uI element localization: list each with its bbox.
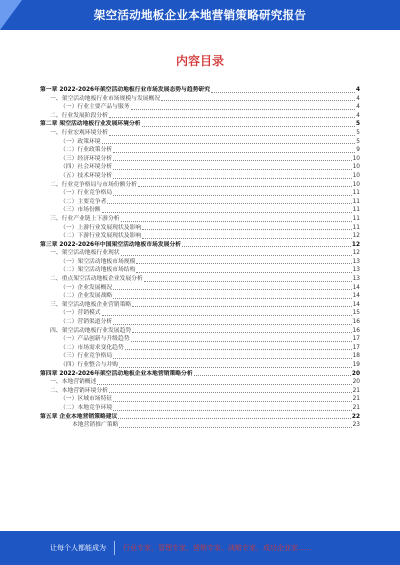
toc-entry-page: 5 [356, 129, 360, 136]
toc-entry[interactable] [40, 327, 360, 336]
toc-entry-label: 第四章 2022-2026年架空活动地板企业本地营销策略分析 [40, 370, 193, 377]
toc-leader-dots [142, 237, 351, 239]
toc-entry-label: 三、架空活动地板企业营销策略 [50, 301, 132, 308]
toc-entry[interactable] [40, 344, 360, 353]
toc-entry-label: 三、行业产业链上下游分析 [50, 215, 120, 222]
toc-entry-page: 13 [352, 276, 360, 283]
toc-leader-dots [125, 348, 352, 350]
toc-entry[interactable] [40, 112, 360, 121]
toc-entry-page: 4 [355, 87, 360, 93]
toc-entry[interactable] [40, 395, 360, 404]
toc-leader-dots [113, 194, 351, 196]
toc-entry-label: 四、架空活动地板行业发展趋势 [50, 327, 132, 334]
toc-entry[interactable] [40, 335, 360, 344]
toc-leader-dots [109, 116, 355, 118]
toc-leader-dots [131, 340, 352, 342]
toc-entry[interactable] [40, 146, 360, 155]
toc-leader-dots [136, 271, 351, 273]
footer-tagline: 行业专家、管理专家、营销专家、战略专家、成功企业家…… [123, 544, 312, 552]
toc-leader-dots [109, 134, 355, 136]
toc-leader-dots [144, 280, 352, 282]
toc-entry-label: （一）上游行业发展现状及影响 [60, 224, 142, 231]
toc-entry-page: 14 [352, 284, 360, 291]
toc-entry-label: （二）下游行业发展现状及影响 [60, 233, 142, 240]
toc-entry[interactable] [40, 155, 360, 164]
toc-entry-label: （一）行业竞争格局 [60, 190, 113, 197]
toc-entry-page: 12 [352, 250, 360, 257]
toc-entry-label: 第五章 企业本地营销策略建议 [40, 413, 118, 420]
toc-entry[interactable] [40, 103, 360, 112]
toc-entry[interactable] [40, 224, 360, 233]
toc-entry-page: 10 [352, 172, 360, 179]
toc-entry[interactable] [40, 172, 360, 181]
toc-entry-label: （三）经济环境分析 [60, 155, 113, 162]
toc-entry-page: 20 [351, 370, 360, 377]
toc-entry[interactable] [40, 378, 360, 387]
toc-entry-page: 18 [352, 353, 360, 360]
toc-entry-label: 二、行业发展阶段分析 [50, 112, 108, 119]
toc-leader-dots [113, 409, 351, 411]
toc-leader-dots [107, 202, 351, 204]
toc-entry-label: 二、行业竞争格局与市场份额分析 [50, 181, 137, 188]
toc-leader-dots [121, 220, 352, 222]
toc-entry-label: 一、架空活动地板行业现状 [50, 250, 120, 257]
toc-entry-label: （二）市场需求变化趋势 [60, 344, 124, 351]
footer-banner [0, 531, 400, 565]
toc-leader-dots [161, 99, 355, 101]
toc-entry-label: （一）营销模式 [60, 310, 101, 317]
toc-entry-page: 11 [352, 207, 360, 214]
toc-leader-dots [113, 400, 351, 402]
toc-entry-label: 二、重点架空活动地板企业发展分析 [50, 276, 143, 283]
toc-entry-label: （一）架空活动地板市场规模 [60, 258, 136, 265]
toc-leader-dots [121, 254, 352, 256]
toc-leader-dots [113, 297, 351, 299]
toc-entry-label: （二）企业发展战略 [60, 293, 113, 300]
toc-entry[interactable] [40, 241, 360, 250]
report-title: 架空活动地板企业本地营销策略研究报告 [93, 8, 307, 22]
toc-entry[interactable] [40, 86, 360, 95]
toc-entry[interactable] [40, 275, 360, 284]
toc-entry[interactable] [40, 352, 360, 361]
footer-divider [114, 541, 115, 555]
toc-entry-label: （一）企业发展概况 [60, 284, 113, 291]
toc-leader-dots [194, 374, 351, 376]
toc-entry[interactable] [40, 95, 360, 104]
toc-entry[interactable] [40, 301, 360, 310]
toc-entry-page: 16 [352, 327, 360, 334]
toc-entry-label: （一）行业主要产品与服务 [60, 104, 130, 111]
toc-entry-page: 5 [355, 121, 360, 128]
toc-leader-dots [113, 159, 351, 161]
toc-entry-page: 14 [352, 301, 360, 308]
toc-entry[interactable] [40, 258, 360, 267]
toc-entry[interactable] [40, 198, 360, 207]
toc-entry-page: 21 [352, 396, 360, 403]
toc-entry-label: （二）本地竞争环境 [60, 404, 113, 411]
toc-leader-dots [113, 151, 355, 153]
toc-entry-page: 22 [351, 413, 360, 420]
toc-entry-label: 二、本地营销环境分析 [50, 387, 108, 394]
toc-title: 内容目录 [175, 54, 224, 68]
toc-entry-page: 11 [352, 224, 360, 231]
toc-leader-dots [102, 314, 352, 316]
toc-entry-page: 5 [356, 138, 360, 145]
toc-entry-page: 23 [352, 422, 360, 429]
toc-entry-page: 17 [352, 336, 360, 343]
toc-entry[interactable] [40, 266, 360, 275]
toc-entry-label: 第三章 2022-2026年中国架空活动地板市场发展分析 [40, 241, 182, 248]
toc-entry-page: 15 [352, 310, 360, 317]
toc-entry-label: 一、本地营销概述 [50, 379, 97, 386]
toc-leader-dots [113, 323, 351, 325]
toc-entry-page: 21 [352, 404, 360, 411]
toc-entry-page: 12 [351, 241, 360, 248]
toc-leader-dots [102, 142, 356, 144]
toc-leader-dots [142, 228, 351, 230]
toc-entry[interactable] [40, 318, 360, 327]
toc-entry[interactable] [40, 370, 360, 379]
toc-entry-label: （四）社会环境分析 [60, 164, 113, 171]
toc-leader-dots [132, 331, 351, 333]
toc-entry-label: （二）行业政策分析 [60, 147, 113, 154]
toc-entry-label: （二）架空活动地板市场结构 [60, 267, 136, 274]
toc-entry-label: 第二章 架空活动地板行业发展环境分析 [40, 121, 141, 128]
toc-entry-page: 10 [352, 181, 360, 188]
toc-entry-page: 4 [356, 112, 360, 119]
toc-entry-page: 10 [352, 155, 360, 162]
toc-entry[interactable] [40, 284, 360, 293]
toc-entry-page: 16 [352, 319, 360, 326]
toc-entry[interactable] [40, 189, 360, 198]
footer-slogan: 让每个人都能成为 [50, 544, 106, 552]
toc-entry[interactable] [40, 387, 360, 396]
header-corner-decoration [0, 0, 22, 30]
toc-entry-label: （二）主要竞争者 [60, 198, 107, 205]
toc-entry[interactable] [40, 215, 360, 224]
toc-entry-page: 11 [352, 198, 360, 205]
toc-entry-label: （二）营销渠道分析 [60, 319, 113, 326]
toc-entry[interactable] [40, 421, 360, 430]
toc-entry-page: 21 [352, 387, 360, 394]
toc-entry-page: 11 [352, 215, 360, 222]
toc-entry-page: 13 [352, 267, 360, 274]
toc-entry-label: 一、架空活动地板行业市场规模与发展概况 [50, 95, 161, 102]
toc-leader-dots [138, 185, 352, 187]
toc-entry-page: 9 [356, 147, 360, 154]
toc-leader-dots [142, 125, 355, 127]
toc-entry-page: 19 [352, 362, 360, 368]
toc-leader-dots [118, 417, 351, 419]
toc-entry-label: （一）区域市场特征 [60, 396, 113, 403]
toc-entry-page: 12 [352, 233, 360, 240]
toc-entry[interactable] [40, 163, 360, 172]
toc-entry-page: 4 [356, 104, 360, 111]
toc-entry[interactable] [40, 404, 360, 413]
toc-leader-dots [132, 305, 351, 307]
toc-entry-label: （一）政策环境 [60, 138, 101, 145]
toc-entry[interactable] [40, 120, 360, 129]
toc-leader-dots [131, 108, 356, 110]
toc-entry-label: （五）技术环境分析 [60, 172, 113, 179]
toc-entry-label: 第一章 2022-2026年架空活动地板行业市场发展态势与趋势研究 [40, 87, 211, 93]
toc-entry-label: （四）行业整合与并购 [60, 362, 118, 368]
toc-entry-page: 17 [352, 344, 360, 351]
toc-entry-label: （一）产品创新与升级趋势 [60, 336, 130, 343]
toc-leader-dots [182, 245, 351, 247]
table-of-contents [40, 86, 360, 430]
toc-leader-dots [113, 177, 351, 179]
toc-entry-page: 4 [356, 95, 360, 102]
toc-leader-dots [119, 366, 352, 368]
toc-leader-dots [109, 391, 352, 393]
toc-entry[interactable] [40, 206, 360, 215]
toc-entry-label: 本地营销推广策略 [72, 422, 119, 429]
toc-entry[interactable] [40, 413, 360, 422]
toc-entry[interactable] [40, 309, 360, 318]
toc-entry-page: 11 [352, 190, 360, 197]
toc-entry[interactable] [40, 292, 360, 301]
toc-leader-dots [102, 211, 352, 213]
toc-leader-dots [113, 168, 351, 170]
toc-entry-page: 20 [352, 379, 360, 386]
toc-entry[interactable] [40, 249, 360, 258]
toc-entry-label: （三）市场份额 [60, 207, 101, 214]
toc-entry[interactable] [40, 361, 360, 370]
toc-entry[interactable] [40, 138, 360, 147]
toc-entry-label: （三）行业竞争格局 [60, 353, 113, 360]
toc-entry-page: 10 [352, 164, 360, 171]
toc-leader-dots [119, 426, 351, 428]
toc-leader-dots [136, 262, 351, 264]
toc-entry-label: 一、行业宏观环境分析 [50, 129, 108, 136]
toc-entry[interactable] [40, 232, 360, 241]
toc-entry[interactable] [40, 129, 360, 138]
toc-leader-dots [211, 91, 355, 93]
toc-leader-dots [97, 383, 351, 385]
toc-entry-page: 14 [352, 293, 360, 300]
toc-leader-dots [113, 357, 351, 359]
toc-leader-dots [113, 288, 351, 290]
report-header [0, 0, 400, 30]
toc-entry-page: 13 [352, 258, 360, 265]
toc-entry[interactable] [40, 181, 360, 190]
